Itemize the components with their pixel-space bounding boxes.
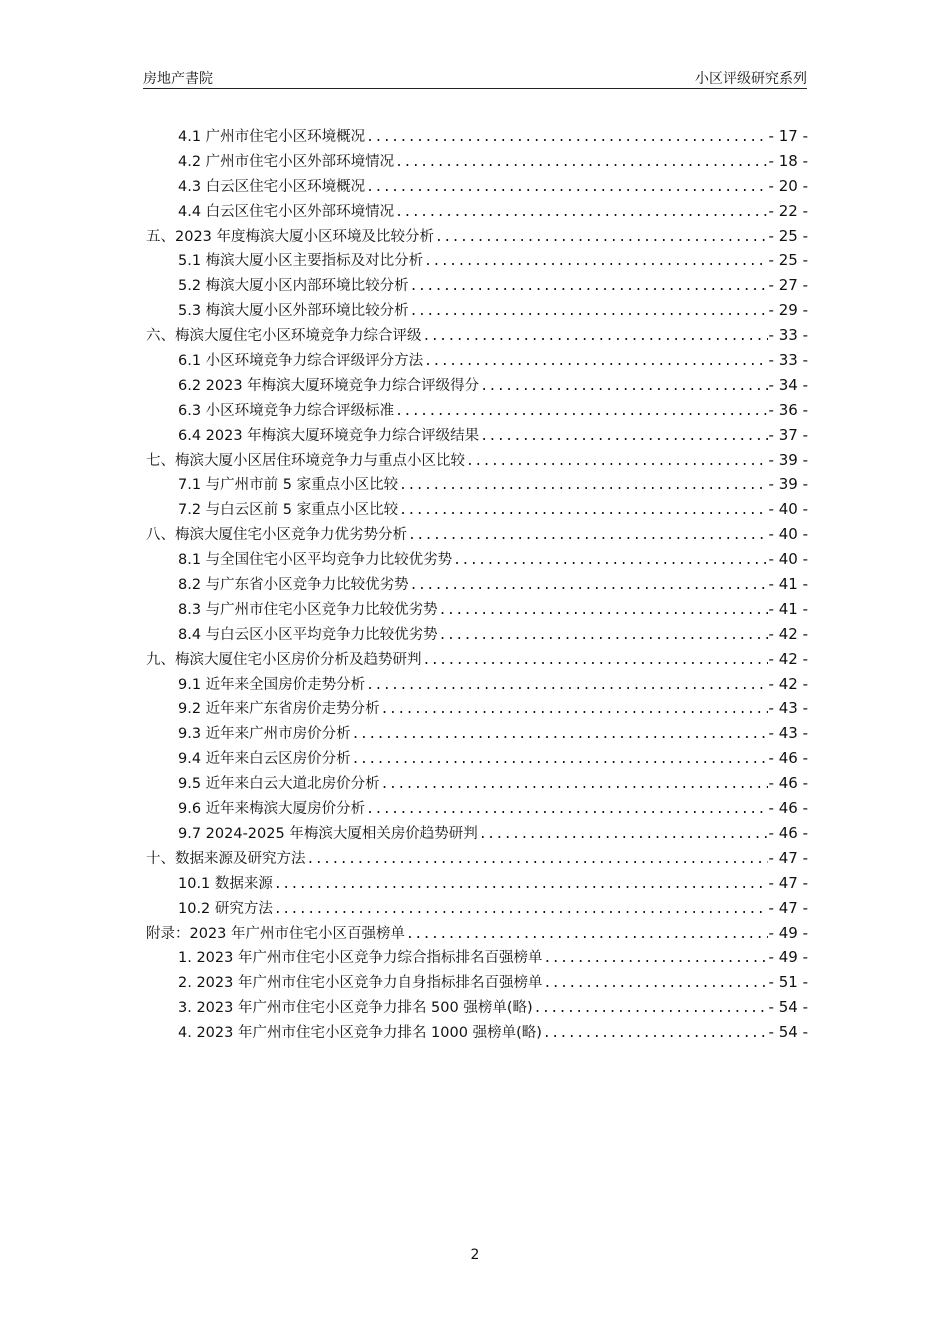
toc-dot-leader — [395, 404, 767, 419]
toc-entry-title: 10.1 数据来源 — [178, 875, 273, 892]
toc-dot-leader — [466, 454, 768, 469]
header-publisher: 房地产書院 — [143, 71, 213, 87]
toc-entry-page: - 51 - — [768, 973, 808, 992]
toc-dot-leader — [366, 678, 767, 693]
toc-entry[interactable] — [146, 598, 808, 623]
toc-entry-title: 8.3 与广州市住宅小区竞争力比较优劣势 — [178, 601, 438, 618]
toc-entry[interactable] — [146, 1021, 808, 1046]
toc-dot-leader — [439, 603, 768, 618]
toc-entry-title: 6.3 小区环境竞争力综合评级标准 — [178, 402, 395, 419]
toc-entry[interactable] — [146, 175, 808, 200]
toc-entry[interactable] — [146, 125, 808, 150]
toc-entry-page: - 46 - — [768, 774, 808, 793]
toc-dot-leader — [423, 653, 768, 668]
toc-dot-leader — [543, 976, 767, 991]
toc-entry[interactable] — [146, 797, 808, 822]
toc-entry-title: 9.7 2024-2025 年梅滨大厦相关房价趋势研判 — [178, 825, 478, 842]
toc-entry-title: 5.2 梅滨大厦小区内部环境比较分析 — [178, 278, 409, 295]
toc-entry[interactable] — [146, 847, 808, 872]
toc-entry-page: - 40 - — [768, 525, 808, 544]
toc-entry[interactable] — [146, 399, 808, 424]
toc-entry[interactable] — [146, 523, 808, 548]
toc-dot-leader — [410, 279, 768, 294]
toc-entry[interactable] — [146, 449, 808, 474]
toc-entry[interactable] — [146, 249, 808, 274]
toc-entry-title: 5.1 梅滨大厦小区主要指标及对比分析 — [178, 253, 424, 270]
toc-entry[interactable] — [146, 498, 808, 523]
toc-entry-page: - 47 - — [768, 898, 808, 917]
toc-entry-page: - 22 - — [768, 201, 808, 220]
toc-dot-leader — [366, 180, 767, 195]
toc-entry-title: 4. 2023 年广州市住宅小区竞争力排名 1000 强榜单(略) — [178, 1025, 542, 1042]
toc-dot-leader — [453, 553, 767, 568]
page-number: 2 — [470, 1247, 480, 1263]
toc-entry-page: - 42 - — [768, 624, 808, 643]
toc-entry-page: - 29 - — [768, 301, 808, 320]
toc-entry-title: 4.1 广州市住宅小区环境概况 — [178, 129, 366, 145]
toc-entry-page: - 40 - — [768, 500, 808, 519]
toc-entry-title: 2. 2023 年广州市住宅小区竞争力自身指标排名百强榜单 — [178, 975, 543, 992]
toc-entry-title: 七、梅滨大厦小区居住环境竞争力与重点小区比较 — [146, 452, 465, 469]
toc-dot-leader — [307, 852, 768, 867]
toc-entry-page: - 33 - — [768, 351, 808, 370]
toc-entry[interactable] — [146, 697, 808, 722]
toc-dot-leader — [399, 503, 767, 518]
toc-entry[interactable] — [146, 349, 808, 374]
toc-dot-leader — [406, 927, 768, 942]
toc-dot-leader — [352, 727, 768, 742]
toc-entry-page: - 33 - — [768, 326, 808, 345]
toc-dot-leader — [399, 478, 767, 493]
toc-entry-title: 8.4 与白云区小区平均竞争力比较优劣势 — [178, 626, 438, 643]
page-header — [143, 66, 807, 89]
toc-entry-page: - 27 - — [768, 276, 808, 295]
toc-dot-leader — [439, 628, 768, 643]
toc-entry-title: 9.4 近年来白云区房价分析 — [178, 751, 351, 768]
toc-entry-title: 9.2 近年来广东省房价走势分析 — [178, 701, 380, 718]
toc-entry-page: - 41 - — [768, 599, 808, 618]
toc-entry[interactable] — [146, 150, 808, 175]
toc-entry-page: - 42 - — [768, 674, 808, 693]
table-of-contents — [146, 125, 808, 1046]
toc-entry[interactable] — [146, 673, 808, 698]
toc-entry-page: - 36 - — [768, 400, 808, 419]
toc-entry[interactable] — [146, 573, 808, 598]
toc-entry-title: 六、梅滨大厦住宅小区环境竞争力综合评级 — [146, 328, 422, 345]
toc-entry-page: - 43 - — [768, 699, 808, 718]
toc-entry-page: - 25 - — [768, 251, 808, 270]
toc-dot-leader — [543, 1026, 768, 1041]
toc-entry-page: - 54 - — [768, 1023, 808, 1042]
toc-entry-page: - 41 - — [768, 575, 808, 594]
toc-entry-title: 5.3 梅滨大厦小区外部环境比较分析 — [178, 303, 409, 320]
toc-entry[interactable] — [146, 374, 808, 399]
toc-entry-page: - 40 - — [768, 550, 808, 569]
toc-dot-leader — [480, 379, 767, 394]
toc-entry-title: 9.5 近年来白云大道北房价分析 — [178, 776, 380, 793]
toc-entry-page: - 37 - — [768, 425, 808, 444]
toc-dot-leader — [395, 155, 767, 170]
toc-entry[interactable] — [146, 324, 808, 349]
toc-entry[interactable] — [146, 971, 808, 996]
toc-entry-page: - 49 - — [768, 923, 808, 942]
toc-entry-title: 4.4 白云区住宅小区外部环境情况 — [178, 203, 395, 220]
toc-entry[interactable] — [146, 225, 808, 250]
toc-entry[interactable] — [146, 822, 808, 847]
toc-entry[interactable] — [146, 548, 808, 573]
toc-dot-leader — [274, 877, 768, 892]
toc-entry-title: 7.1 与广州市前 5 家重点小区比较 — [178, 477, 399, 494]
toc-entry-page: - 42 - — [768, 649, 808, 668]
toc-dot-leader — [424, 354, 767, 369]
toc-dot-leader — [410, 304, 768, 319]
toc-dot-leader — [423, 329, 768, 344]
toc-entry-title: 9.3 近年来广州市房价分析 — [178, 726, 351, 743]
toc-dot-leader — [366, 802, 767, 817]
toc-entry[interactable] — [146, 946, 808, 971]
toc-entry-title: 6.1 小区环境竞争力综合评级评分方法 — [178, 353, 424, 370]
toc-entry-page: - 46 - — [768, 799, 808, 818]
toc-entry[interactable] — [146, 200, 808, 225]
toc-dot-leader — [381, 702, 768, 717]
toc-dot-leader — [366, 130, 767, 145]
toc-entry[interactable] — [146, 299, 808, 324]
toc-entry-title: 附录：2023 年广州市住宅小区百强榜单 — [146, 925, 406, 942]
toc-entry[interactable] — [146, 747, 808, 772]
toc-entry-title: 八、梅滨大厦住宅小区竞争力优劣势分析 — [146, 527, 407, 544]
toc-entry[interactable] — [146, 274, 808, 299]
toc-entry-page: - 20 - — [768, 176, 808, 195]
toc-entry[interactable] — [146, 872, 808, 897]
toc-entry-title: 10.2 研究方法 — [178, 900, 273, 917]
toc-entry-page: - 18 - — [768, 151, 808, 170]
toc-entry-page: - 47 - — [768, 848, 808, 867]
toc-entry-page: - 39 - — [768, 475, 808, 494]
toc-entry-page: - 17 - — [768, 127, 808, 145]
toc-entry[interactable] — [146, 722, 808, 747]
toc-entry[interactable] — [146, 623, 808, 648]
header-series-title: 小区评级研究系列 — [695, 71, 807, 87]
toc-entry-title: 8.1 与全国住宅小区平均竞争力比较优劣势 — [178, 552, 453, 569]
toc-entry-page: - 25 - — [768, 226, 808, 245]
toc-entry-title: 9.6 近年来梅滨大厦房价分析 — [178, 801, 366, 818]
toc-dot-leader — [435, 230, 768, 245]
toc-entry-title: 1. 2023 年广州市住宅小区竞争力综合指标排名百强榜单 — [178, 950, 543, 967]
toc-entry-page: - 46 - — [768, 749, 808, 768]
toc-dot-leader — [352, 752, 768, 767]
toc-dot-leader — [408, 528, 768, 543]
toc-entry[interactable] — [146, 996, 808, 1021]
toc-dot-leader — [424, 254, 767, 269]
toc-entry-page: - 34 - — [768, 375, 808, 394]
toc-dot-leader — [395, 205, 767, 220]
toc-entry-title: 4.3 白云区住宅小区环境概况 — [178, 178, 366, 195]
toc-entry-page: - 43 - — [768, 724, 808, 743]
toc-entry-title: 8.2 与广东省小区竞争力比较优劣势 — [178, 577, 409, 594]
toc-entry[interactable] — [146, 897, 808, 922]
toc-entry-title: 7.2 与白云区前 5 家重点小区比较 — [178, 502, 399, 519]
toc-dot-leader — [274, 902, 768, 917]
toc-dot-leader — [381, 777, 768, 792]
toc-entry-page: - 49 - — [768, 948, 808, 967]
toc-entry-title: 五、2023 年度梅滨大厦小区环境及比较分析 — [146, 228, 435, 245]
toc-entry-page: - 39 - — [768, 450, 808, 469]
toc-entry[interactable] — [146, 922, 808, 947]
toc-entry-title: 3. 2023 年广州市住宅小区竞争力排名 500 强榜单(略) — [178, 1000, 533, 1017]
toc-dot-leader — [479, 827, 768, 842]
toc-entry-page: - 46 - — [768, 823, 808, 842]
toc-dot-leader — [543, 951, 767, 966]
toc-entry-title: 9.1 近年来全国房价走势分析 — [178, 676, 366, 693]
toc-entry[interactable] — [146, 473, 808, 498]
toc-dot-leader — [480, 429, 767, 444]
toc-entry[interactable] — [146, 648, 808, 673]
toc-entry[interactable] — [146, 424, 808, 449]
toc-entry-page: - 54 - — [768, 998, 808, 1017]
toc-entry-page: - 47 - — [768, 873, 808, 892]
toc-entry-title: 6.2 2023 年梅滨大厦环境竞争力综合评级得分 — [178, 377, 480, 394]
toc-entry[interactable] — [146, 772, 808, 797]
toc-entry-title: 十、数据来源及研究方法 — [146, 850, 306, 867]
toc-entry-title: 6.4 2023 年梅滨大厦环境竞争力综合评级结果 — [178, 427, 480, 444]
toc-entry-title: 4.2 广州市住宅小区外部环境情况 — [178, 153, 395, 170]
toc-entry-title: 九、梅滨大厦住宅小区房价分析及趋势研判 — [146, 651, 422, 668]
toc-dot-leader — [534, 1001, 768, 1016]
toc-dot-leader — [410, 578, 768, 593]
